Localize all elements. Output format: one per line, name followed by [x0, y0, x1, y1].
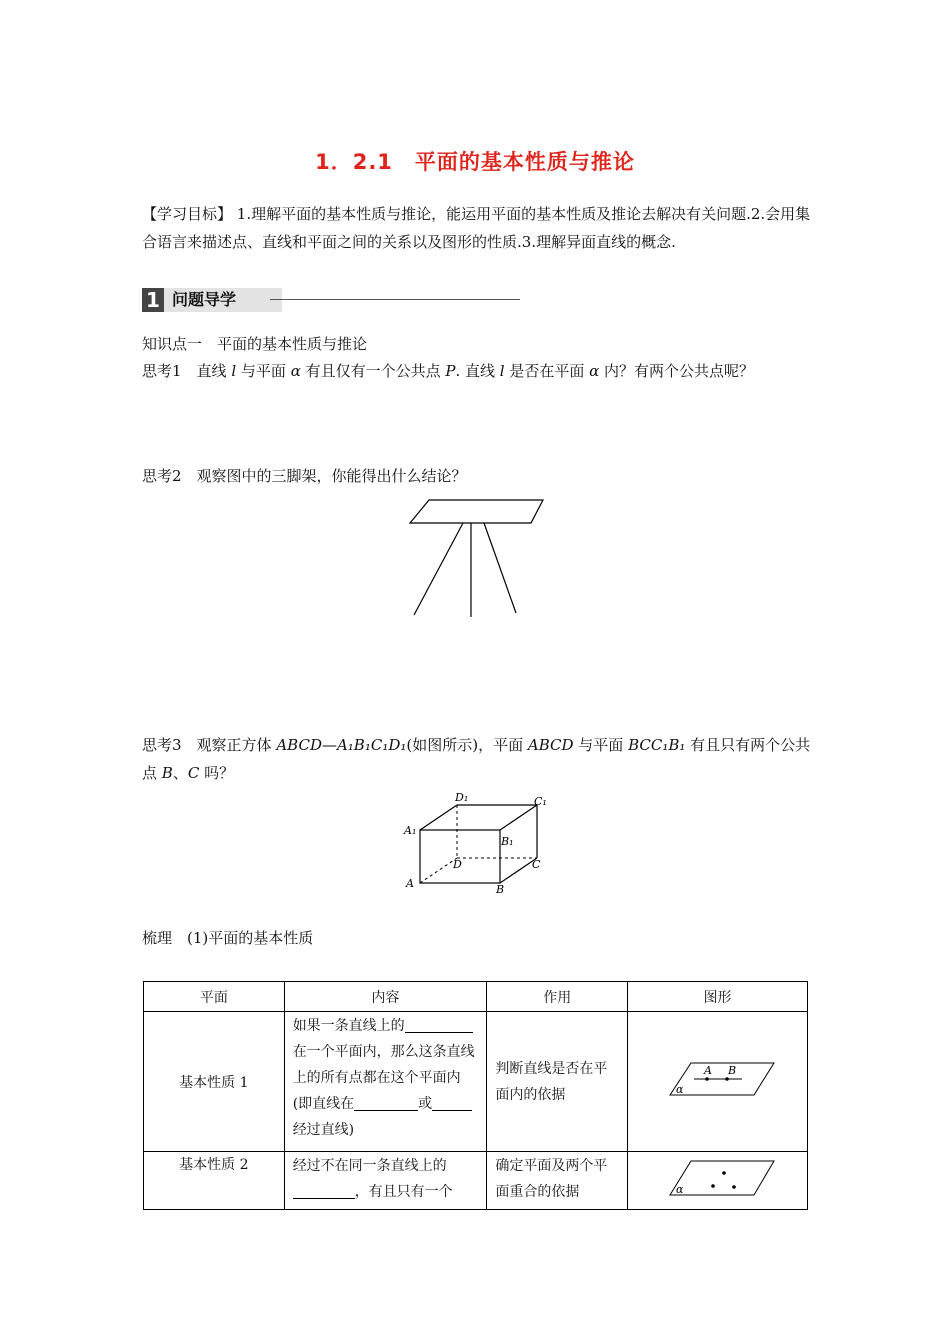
properties-table: [143, 981, 808, 1210]
property-content: [284, 1152, 487, 1210]
think1-text: . 直线: [455, 362, 500, 380]
summary-heading: 梳理 (1)平面的基本性质: [142, 929, 314, 947]
content-text: ，有且只有一个: [354, 1184, 453, 1200]
think3-line2: [142, 759, 234, 787]
think2-text: 观察图中的三脚架，你能得出什么结论？: [181, 467, 467, 485]
fill-blank: [432, 1094, 472, 1111]
think3-text: 有且只有两个公共: [685, 736, 811, 754]
think3-label: 思考3: [142, 736, 182, 754]
think3-text: 、: [172, 764, 188, 782]
property-use: 判断直线是否在平面内的依据: [487, 1012, 628, 1152]
figure-label-alpha: α: [675, 1082, 683, 1096]
section-divider: [270, 299, 520, 300]
property-name: 基本性质 2: [144, 1152, 285, 1210]
cube-label-a: A: [406, 877, 414, 890]
tripod-leg: [484, 523, 516, 613]
var-p: P: [445, 362, 456, 380]
header-cell: 平面: [144, 982, 285, 1012]
think2-label: 思考2: [142, 467, 182, 485]
point-dot: [722, 1171, 726, 1175]
fill-blank: [293, 1182, 355, 1199]
table-row: [144, 1152, 808, 1210]
content-text: 在一个平面内，那么这条直线上的所有点都在这个平面内(即直线在: [292, 1044, 475, 1112]
learning-goals: [142, 200, 814, 256]
figure-label-b: B: [727, 1063, 736, 1077]
section-name: 问题导学: [164, 288, 282, 312]
think1-text: 直线: [181, 362, 232, 380]
think1-paragraph: [142, 357, 832, 385]
think2-paragraph: [142, 462, 467, 490]
cube-label-d1: D₁: [455, 791, 469, 804]
think1-text: 与平面: [236, 362, 291, 380]
content-text: 经过直线): [292, 1122, 355, 1138]
think1-text: 有且仅有一个公共点: [300, 362, 446, 380]
content-text: 或: [418, 1096, 433, 1112]
think3-line1: [142, 731, 832, 759]
cube-name: ABCD—A₁B₁C₁D₁: [276, 736, 407, 754]
plane-with-points-figure: [658, 1155, 778, 1203]
cube-label-c1: C₁: [534, 795, 547, 808]
think1-text: 是否在平面: [504, 362, 590, 380]
var-l: l: [231, 362, 237, 380]
point-dot: [732, 1185, 736, 1189]
figure-label-a: A: [703, 1063, 712, 1077]
fill-blank: [354, 1094, 396, 1111]
var-alpha: α: [589, 362, 600, 380]
tripod-top-plane: [410, 500, 543, 523]
goals-text: 1.理解平面的基本性质与推论，能运用平面的基本性质及推论去解决有关问题.2.会用集合语言来描述点、直线和平面之间的关系以及图形的性质.3.理解异面直线的概念.: [142, 205, 811, 251]
point-b-dot: [725, 1077, 729, 1081]
fill-blank: [396, 1094, 418, 1111]
think3-text: 点: [142, 764, 162, 782]
plane-abcd: ABCD: [527, 736, 574, 754]
plane-bcc1b1: BCC₁B₁: [628, 736, 686, 754]
point-c: C: [187, 764, 200, 782]
header-cell: 内容: [284, 982, 487, 1012]
tripod-leg: [414, 523, 463, 615]
content-text: 经过不在同一条直线上的: [292, 1158, 447, 1174]
knowledge-point-heading: 知识点一 平面的基本性质与推论: [142, 335, 368, 353]
page-title: 1．2.1 平面的基本性质与推论: [315, 150, 635, 174]
plane-shape: [670, 1161, 774, 1195]
cube-label-d: D: [453, 858, 462, 871]
tripod-figure: [400, 495, 560, 620]
think1-text: 内？有两个公共点呢？: [599, 362, 755, 380]
cube-edge: [420, 805, 457, 830]
figure-label-alpha: α: [675, 1182, 683, 1196]
property-use: 确定平面及两个平面重合的依据: [487, 1152, 628, 1210]
cube-label-b1: B₁: [501, 835, 514, 848]
point-b: B: [161, 764, 173, 782]
property-content: [284, 1012, 487, 1152]
table-row: [144, 1012, 808, 1152]
section-number: 1: [142, 288, 164, 312]
think3-text: 吗？: [199, 764, 235, 782]
var-l: l: [499, 362, 505, 380]
goals-label: 【学习目标】: [142, 205, 233, 223]
think3-text: 与平面: [573, 736, 629, 754]
var-alpha: α: [290, 362, 301, 380]
cube-label-a1: A₁: [404, 824, 417, 837]
property-figure: [628, 1012, 808, 1152]
plane-with-line-figure: [658, 1055, 778, 1105]
think1-label: 思考1: [142, 362, 182, 380]
cube-label-c: C: [532, 858, 541, 871]
point-a-dot: [705, 1077, 709, 1081]
property-name: 基本性质 1: [144, 1012, 285, 1152]
cube-edge: [500, 805, 537, 830]
table-header-row: [144, 982, 808, 1012]
header-cell: 图形: [628, 982, 808, 1012]
property-figure: [628, 1152, 808, 1210]
think3-text: 观察正方体: [181, 736, 277, 754]
point-dot: [711, 1184, 715, 1188]
cube-hidden-edge: [420, 858, 457, 883]
cube-figure: [398, 790, 558, 900]
fill-blank: [457, 1016, 473, 1033]
header-cell: 作用: [487, 982, 628, 1012]
think3-text: (如图所示)，平面: [406, 736, 528, 754]
content-text: 如果一条直线上的: [292, 1018, 405, 1034]
fill-blank: [405, 1016, 457, 1033]
cube-label-b: B: [496, 883, 505, 896]
